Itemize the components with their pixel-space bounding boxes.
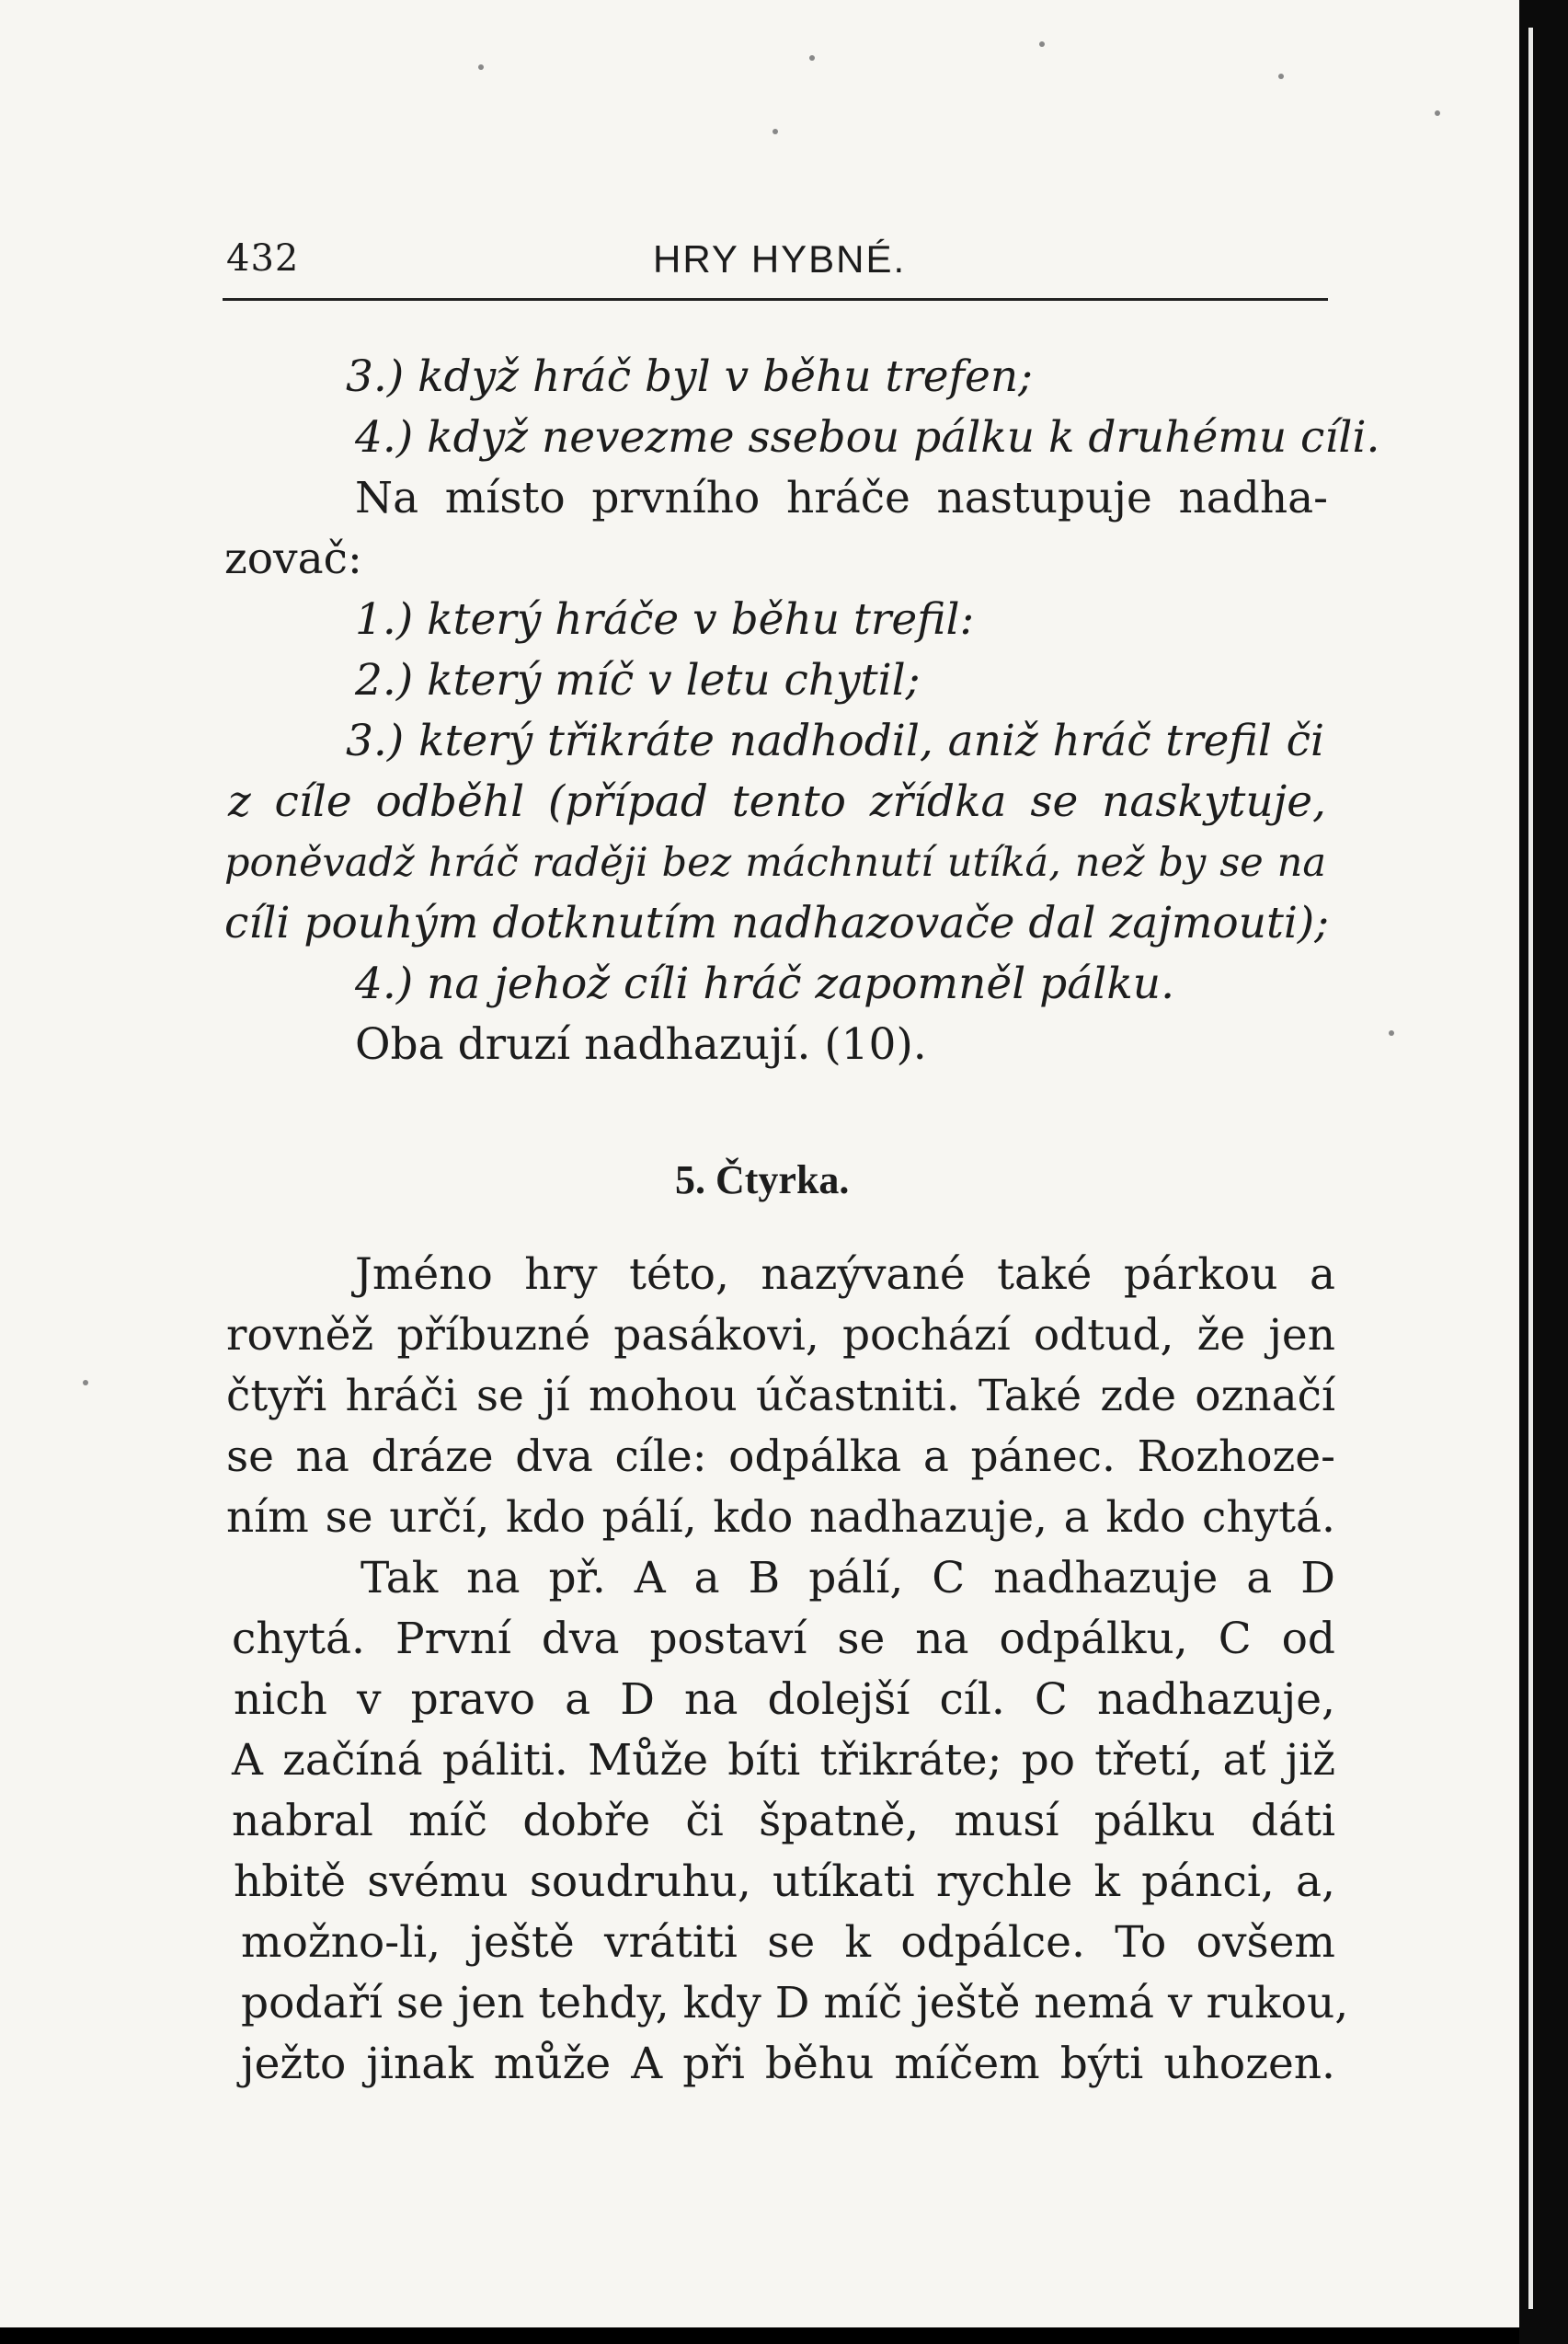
- paper-speck: [1278, 74, 1284, 79]
- text-line: poněvadž hráč raději bez máchnutí utíká, než by se na: [224, 840, 1326, 886]
- text-line: cíli pouhým dotknutím nadhazovače dal zajmouti);: [224, 898, 1330, 948]
- text-line: Na místo prvního hráče nastupuje nadha-: [355, 473, 1328, 523]
- paper-speck: [809, 55, 815, 61]
- paper-speck: [1389, 1030, 1394, 1036]
- paper-speck: [478, 64, 484, 70]
- text-line: nich v pravo a D na dolejší cíl. C nadhazuje,: [234, 1674, 1335, 1725]
- text-line: podaří se jen tehdy, kdy D míč ještě nemá v rukou,: [241, 1978, 1349, 2028]
- text-line: hbitě svému soudruhu, utíkati rychle k pánci, a,: [234, 1856, 1335, 1907]
- running-title: HRY HYBNÉ.: [653, 237, 907, 281]
- paper-speck: [83, 1380, 88, 1385]
- scan-border: [1519, 0, 1568, 2344]
- text-line: 4.) když nevezme ssebou pálku k druhému cíli.: [355, 412, 1380, 463]
- section-heading: 5. Čtyrka.: [675, 1157, 850, 1202]
- text-line: z cíle odběhl (případ tento zřídka se naskytuje,: [228, 776, 1326, 827]
- text-line: Oba druzí nadhazují. (10).: [355, 1019, 927, 1070]
- text-line: 1.) který hráče v běhu trefil:: [355, 594, 975, 645]
- text-line: chytá. První dva postaví se na odpálku, C od: [232, 1614, 1335, 1664]
- text-line: rovněž příbuzné pasákovi, pochází odtud, že jen: [226, 1310, 1335, 1361]
- paper-speck: [773, 129, 778, 134]
- text-line: A začíná páliti. Může bíti třikráte; po třetí, ať již: [232, 1735, 1335, 1786]
- page-header: [0, 237, 1519, 293]
- text-line: 3.) který třikráte nadhodil, aniž hráč trefil či: [346, 716, 1324, 766]
- paper-speck: [1039, 41, 1045, 47]
- text-line: Tak na př. A a B pálí, C nadhazuje a D: [361, 1553, 1335, 1603]
- text-line: zovač:: [224, 534, 362, 584]
- text-line: 2.) který míč v letu chytil;: [355, 655, 921, 706]
- page-number: 432: [226, 237, 300, 280]
- header-rule: [223, 298, 1328, 301]
- text-line: nabral míč dobře či špatně, musí pálku dáti: [232, 1796, 1335, 1846]
- text-line: 4.) na jehož cíli hráč zapomněl pálku.: [355, 959, 1175, 1009]
- text-line: se na dráze dva cíle: odpálka a pánec. Rozhoze-: [226, 1431, 1335, 1482]
- text-line: 3.) když hráč byl v běhu trefen;: [346, 351, 1033, 402]
- text-line: čtyři hráči se jí mohou účastniti. Také zde označí: [226, 1371, 1335, 1421]
- text-line: ním se určí, kdo pálí, kdo nadhazuje, a kdo chytá.: [226, 1492, 1335, 1543]
- text-line: ježto jinak může A při běhu míčem býti uhozen.: [241, 2039, 1335, 2089]
- paper-speck: [1435, 110, 1440, 116]
- text-line: možno-li, ještě vrátiti se k odpálce. To ovšem: [241, 1917, 1335, 1968]
- text-line: Jméno hry této, nazývané také párkou a: [355, 1249, 1335, 1300]
